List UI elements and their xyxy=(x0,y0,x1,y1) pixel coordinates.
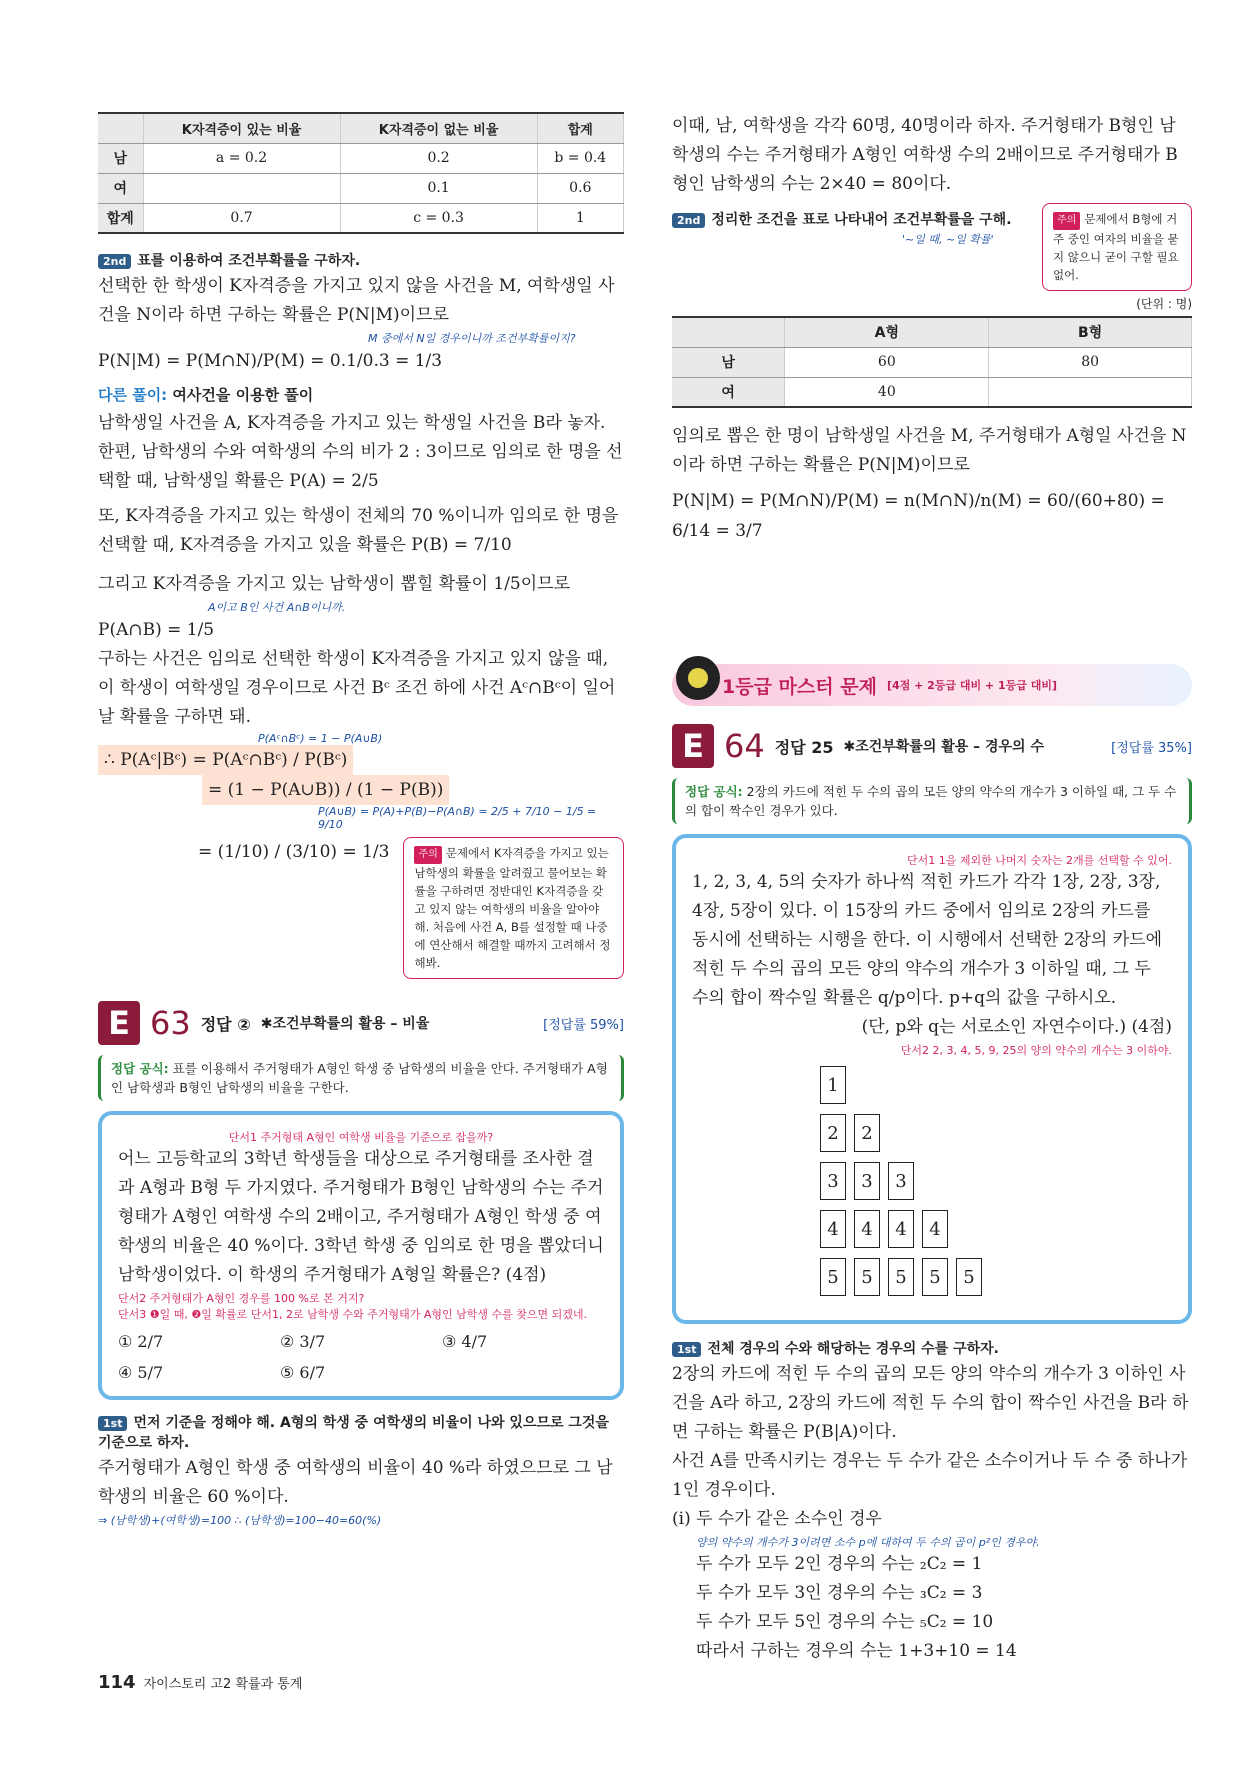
number-card: 3 xyxy=(820,1162,846,1200)
step-heading xyxy=(672,209,1034,229)
conclusion-row xyxy=(98,837,624,979)
paragraph: 2장의 카드에 적힌 두 수의 곱의 모든 양의 약수의 개수가 3 이하인 사건을 A라 하고, 2장의 카드에 적힌 두 수의 합이 짝수인 사건을 B라 하면 구하는 확률은 P(B|A)이다. xyxy=(672,1364,1189,1442)
housing-table xyxy=(672,316,1192,408)
case-line: 두 수가 모두 2인 경우의 수는 ₂C₂ = 1 xyxy=(696,1554,983,1574)
table-header: B형 xyxy=(989,317,1192,347)
table-cell: 남 xyxy=(672,347,785,377)
table-cell: 0.1 xyxy=(340,173,537,203)
table-cell: c = 0.3 xyxy=(340,203,537,233)
number-card: 4 xyxy=(888,1210,914,1248)
table-cell: 1 xyxy=(537,203,623,233)
problem-badge: E xyxy=(672,724,714,768)
number-card: 3 xyxy=(854,1162,880,1200)
table-row xyxy=(98,173,624,203)
table-header xyxy=(672,317,785,347)
problem-topic: ✱조건부확률의 활용 – 비율 xyxy=(260,1016,430,1032)
card-pyramid xyxy=(820,1066,1172,1296)
problem-badge: E xyxy=(98,1001,140,1045)
question-condition: (단, p와 q는 서로소인 자연수이다.) (4점) xyxy=(861,1017,1172,1037)
choice[interactable]: ② 3/7 xyxy=(280,1332,326,1351)
book-title: 자이스토리 고2 확률과 통계 xyxy=(143,1677,303,1692)
table-header xyxy=(98,113,143,143)
hint: 단서2 주거형태가 A형인 경우를 100 %로 본 거지? xyxy=(118,1292,365,1305)
paragraph: 구하는 사건은 임의로 선택한 학생이 K자격증을 가지고 있지 않을 때, 이 학생이 여학생일 경우이므로 사건 Bᶜ 조건 하에 사건 Aᶜ∩Bᶜ이 일어날 확률을 구하면 돼. xyxy=(98,649,616,727)
formula-text: 표를 이용해서 주거형태가 A형인 학생 중 남학생의 비율을 안다. 주거형태가 A형인 남학생과 B형인 남학생의 비율을 구한다. xyxy=(111,1061,608,1095)
choice[interactable]: ④ 5/7 xyxy=(118,1363,164,1382)
number-card: 5 xyxy=(820,1258,846,1296)
answer-choices xyxy=(118,1332,604,1382)
card-row xyxy=(820,1210,1172,1248)
formula-label: 정답 공식: xyxy=(111,1061,169,1076)
case-line: 두 수가 모두 5인 경우의 수는 ₅C₂ = 10 xyxy=(696,1612,994,1632)
hint: 단서2 2, 3, 4, 5, 9, 25의 양의 약수의 개수는 3 이하야. xyxy=(900,1044,1172,1057)
number-card: 5 xyxy=(922,1258,948,1296)
formula-label: 정답 공식: xyxy=(685,784,743,799)
question-box xyxy=(672,834,1192,1324)
equation: = (1/10) / (3/10) = 1/3 xyxy=(198,842,390,862)
annotation: ⇒ (남학생)+(여학생)=100 ∴ (남학생)=100−40=60(%) xyxy=(98,1514,382,1527)
table-header: A형 xyxy=(785,317,989,347)
number-card: 2 xyxy=(854,1114,880,1152)
step-text: 표를 이용하여 조건부확률을 구하자. xyxy=(137,253,361,269)
page-number: 114 xyxy=(98,1672,136,1693)
unit-label: (단위 : 명) xyxy=(1136,297,1192,311)
formula-box xyxy=(98,1055,624,1101)
formula-box xyxy=(672,778,1192,824)
page-footer xyxy=(98,1672,302,1693)
paragraph: 선택한 한 학생이 K자격증을 가지고 있지 않을 사건을 M, 여학생일 사건을 N이라 하면 구하는 확률은 P(N|M)이므로 xyxy=(98,276,615,325)
problem-number: 63 xyxy=(150,1004,191,1042)
alt-solution-heading xyxy=(98,384,624,405)
right-column xyxy=(672,112,1192,1666)
annotation: P(A∪B) = P(A)+P(B)−P(A∩B) = 2/5 + 7/10 − 1/5 = 9/10 xyxy=(318,805,597,831)
choice[interactable]: ③ 4/7 xyxy=(442,1332,488,1351)
step-row xyxy=(672,203,1192,291)
caution-label: 주의 xyxy=(1053,212,1080,230)
caution-box xyxy=(1042,203,1192,291)
correct-rate: [정답률 59%] xyxy=(543,1017,624,1033)
number-card: 4 xyxy=(820,1210,846,1248)
table-cell: 0.2 xyxy=(340,143,537,173)
number-card: 4 xyxy=(854,1210,880,1248)
annotation: '~일 때, ~일 확률' xyxy=(902,233,994,246)
step-tag: 1st xyxy=(672,1342,701,1357)
table-cell: 60 xyxy=(785,347,989,377)
step-text: 전체 경우의 수와 해당하는 경우의 수를 구하자. xyxy=(707,1341,999,1357)
problem-64-header xyxy=(672,724,1192,768)
table-cell: 40 xyxy=(785,377,989,407)
card-row xyxy=(820,1258,1172,1296)
caution-label: 주의 xyxy=(414,846,441,864)
question-text: 어느 고등학교의 3학년 학생들을 대상으로 주거형태를 조사한 결과 A형과 B형 두 가지였다. 주거형태가 B형인 남학생의 수는 주거형태가 A형인 여학생 수의 2배이고, 주거형태가 A형인 학생 중 여학생의 비율은 40 %이다. 3학년 학생 중 임의로 한 명을 뽑았더니 남학생이었다. 이 학생의 주거형태가 A형일 확률은? (4점) xyxy=(118,1149,604,1285)
answer-label: 정답 ② xyxy=(200,1014,251,1034)
table-cell xyxy=(989,377,1192,407)
step-tag: 1st xyxy=(98,1416,127,1431)
table-cell xyxy=(143,173,340,203)
annotation: A이고 B인 사건 A∩B이니까. xyxy=(208,601,346,614)
number-card: 2 xyxy=(820,1114,846,1152)
table-header: K자격증이 없는 비율 xyxy=(340,113,537,143)
table-row xyxy=(98,203,624,233)
problem-63-header xyxy=(98,1001,624,1045)
case-line: 두 수가 모두 3인 경우의 수는 ₃C₂ = 3 xyxy=(696,1583,983,1603)
table-header: K자격증이 있는 비율 xyxy=(143,113,340,143)
table-row xyxy=(98,143,624,173)
annotation: 양의 약수의 개수가 3이려면 소수 p에 대하여 두 수의 곱이 p²인 경우야. xyxy=(696,1536,1040,1549)
equation: P(N|M) = P(M∩N)/P(M) = 0.1/0.3 = 1/3 xyxy=(98,351,443,371)
step-heading xyxy=(672,1338,1192,1358)
equation: P(N|M) = P(M∩N)/P(M) = n(M∩N)/n(M) = 60/(60+80) = 6/14 = 3/7 xyxy=(672,491,1165,541)
table-cell: 여 xyxy=(98,173,143,203)
question-text: 1, 2, 3, 4, 5의 숫자가 하나씩 적힌 카드가 각각 1장, 2장, 3장, 4장, 5장이 있다. 이 15장의 카드 중에서 임의로 2장의 카드를 동시에 선택하는 시행을 한다. 이 시행에서 선택한 2장의 카드에 적힌 두 수의 곱의 모든 양의 약수의 개수가 3 이하일 때, 그 두 수의 합이 짝수일 확률은 q/p이다. p+q의 값을 구하시오. xyxy=(692,872,1162,1008)
number-card: 5 xyxy=(956,1258,982,1296)
paragraph: 그리고 K자격증을 가지고 있는 남학생이 뽑힐 확률이 1/5이므로 xyxy=(98,574,571,594)
table-cell: 80 xyxy=(989,347,1192,377)
annotation: M 중에서 N일 경우이니까 조건부확률이지? xyxy=(368,332,576,345)
hint: 단서1 1을 제외한 나머지 숫자는 2개를 선택할 수 있어. xyxy=(907,854,1172,867)
left-column xyxy=(98,112,624,1528)
caution-box xyxy=(403,837,624,979)
table-cell: 여 xyxy=(672,377,785,407)
number-card: 1 xyxy=(820,1066,846,1104)
card-row xyxy=(820,1114,1172,1152)
hint: 단서1 주거형태 A형인 여학생 비율을 기준으로 잡을까? xyxy=(228,1131,494,1144)
table-cell: 0.7 xyxy=(143,203,340,233)
card-row xyxy=(820,1162,1172,1200)
table-cell: a = 0.2 xyxy=(143,143,340,173)
paragraph: 또, K자격증을 가지고 있는 학생이 전체의 70 %이니까 임의로 한 명을 선택할 때, K자격증을 가지고 있을 확률은 P(B) = 7/10 xyxy=(98,506,619,555)
hint: 단서3 ❶일 때, ❷일 확률로 단서1, 2로 남학생 수와 주거형태가 A형인 남학생 수를 찾으면 되겠네. xyxy=(118,1308,587,1321)
equation: = (1 − P(A∪B)) / (1 − P(B)) xyxy=(202,775,449,805)
answer-label: 정답 25 xyxy=(774,737,834,757)
number-card: 5 xyxy=(854,1258,880,1296)
problem-number: 64 xyxy=(724,727,765,765)
paragraph: 주거형태가 A형인 학생 중 여학생의 비율이 40 %라 하였으므로 그 남학생의 비율은 60 %이다. xyxy=(98,1458,613,1507)
step-heading xyxy=(98,1412,624,1452)
table-cell: 남 xyxy=(98,143,143,173)
master-title: 1등급 마스터 문제 xyxy=(722,675,877,698)
alt-label: 다른 풀이: xyxy=(98,386,168,404)
equation: ∴ P(Aᶜ|Bᶜ) = P(Aᶜ∩Bᶜ) / P(Bᶜ) xyxy=(98,745,353,775)
number-card: 3 xyxy=(888,1162,914,1200)
question-box xyxy=(98,1111,624,1400)
step-tag: 2nd xyxy=(98,254,131,269)
caution-text: 문제에서 B형에 거주 중인 여자의 비율을 묻지 않으니 굳이 구할 필요 없어. xyxy=(1053,212,1179,282)
table-cell: 합계 xyxy=(98,203,143,233)
equation: P(A∩B) = 1/5 xyxy=(98,620,215,640)
step-heading xyxy=(98,250,624,270)
number-card: 5 xyxy=(888,1258,914,1296)
paragraph: 임의로 뽑은 한 명이 남학생일 사건을 M, 주거형태가 A형일 사건을 N이라 하면 구하는 확률은 P(N|M)이므로 xyxy=(672,426,1187,475)
table-header: 합계 xyxy=(537,113,623,143)
step-text: 먼저 기준을 정해야 해. A형의 학생 중 여학생의 비율이 나와 있으므로 그것을 기준으로 하자. xyxy=(98,1415,609,1451)
alt-title: 여사건을 이용한 풀이 xyxy=(172,386,314,404)
table-row xyxy=(672,377,1192,407)
formula-text: 2장의 카드에 적힌 두 수의 곱의 모든 양의 약수의 개수가 3 이하일 때, 그 두 수의 합이 짝수인 경우가 있다. xyxy=(685,784,1177,818)
ratio-table xyxy=(98,112,624,234)
caution-text: 문제에서 K자격증을 가지고 있는 남학생의 확률을 알려줬고 물어보는 확률을 구하려면 정반대인 K자격증을 갖고 있지 않는 여학생의 비율을 알아야 해. 처음에 사건 A, B를 설정할 때 나중에 연산해서 해결할 때까지 고려해서 정해봐. xyxy=(414,846,611,970)
step-text: 정리한 조건을 표로 나타내어 조건부확률을 구해. xyxy=(711,212,1012,228)
choice[interactable]: ⑤ 6/7 xyxy=(280,1363,326,1382)
case-line: 따라서 구하는 경우의 수는 1+3+10 = 14 xyxy=(696,1641,1017,1661)
problem-topic: ✱조건부확률의 활용 – 경우의 수 xyxy=(843,739,1044,755)
master-subtitle: [4점 + 2등급 대비 + 1등급 대비] xyxy=(886,679,1057,692)
step-tag: 2nd xyxy=(672,213,705,228)
number-card: 4 xyxy=(922,1210,948,1248)
paragraph: 이때, 남, 여학생을 각각 60명, 40명이라 하자. 주거형태가 B형인 남학생의 수는 주거형태가 A형인 여학생 수의 2배이므로 주거형태가 B형인 남학생의 수는 2×40 = 80이다. xyxy=(672,116,1178,194)
master-banner xyxy=(672,664,1192,706)
table-row xyxy=(672,347,1192,377)
annotation: P(Aᶜ∩Bᶜ) = 1 − P(A∪B) xyxy=(258,732,383,745)
correct-rate: [정답률 35%] xyxy=(1111,740,1192,756)
case-heading: (i) 두 수가 같은 소수인 경우 xyxy=(672,1509,882,1529)
choice[interactable]: ① 2/7 xyxy=(118,1332,164,1351)
bomb-icon xyxy=(676,656,720,700)
table-cell: 0.6 xyxy=(537,173,623,203)
paragraph: 사건 A를 만족시키는 경우는 두 수가 같은 소수이거나 두 수 중 하나가 1인 경우이다. xyxy=(672,1451,1188,1500)
paragraph: 남학생일 사건을 A, K자격증을 가지고 있는 학생일 사건을 B라 놓자. 한편, 남학생의 수와 여학생의 수의 비가 2 : 3이므로 임의로 한 명을 선택할 때, 남학생일 확률은 P(A) = 2/5 xyxy=(98,413,623,491)
card-row xyxy=(820,1066,1172,1104)
table-cell: b = 0.4 xyxy=(537,143,623,173)
